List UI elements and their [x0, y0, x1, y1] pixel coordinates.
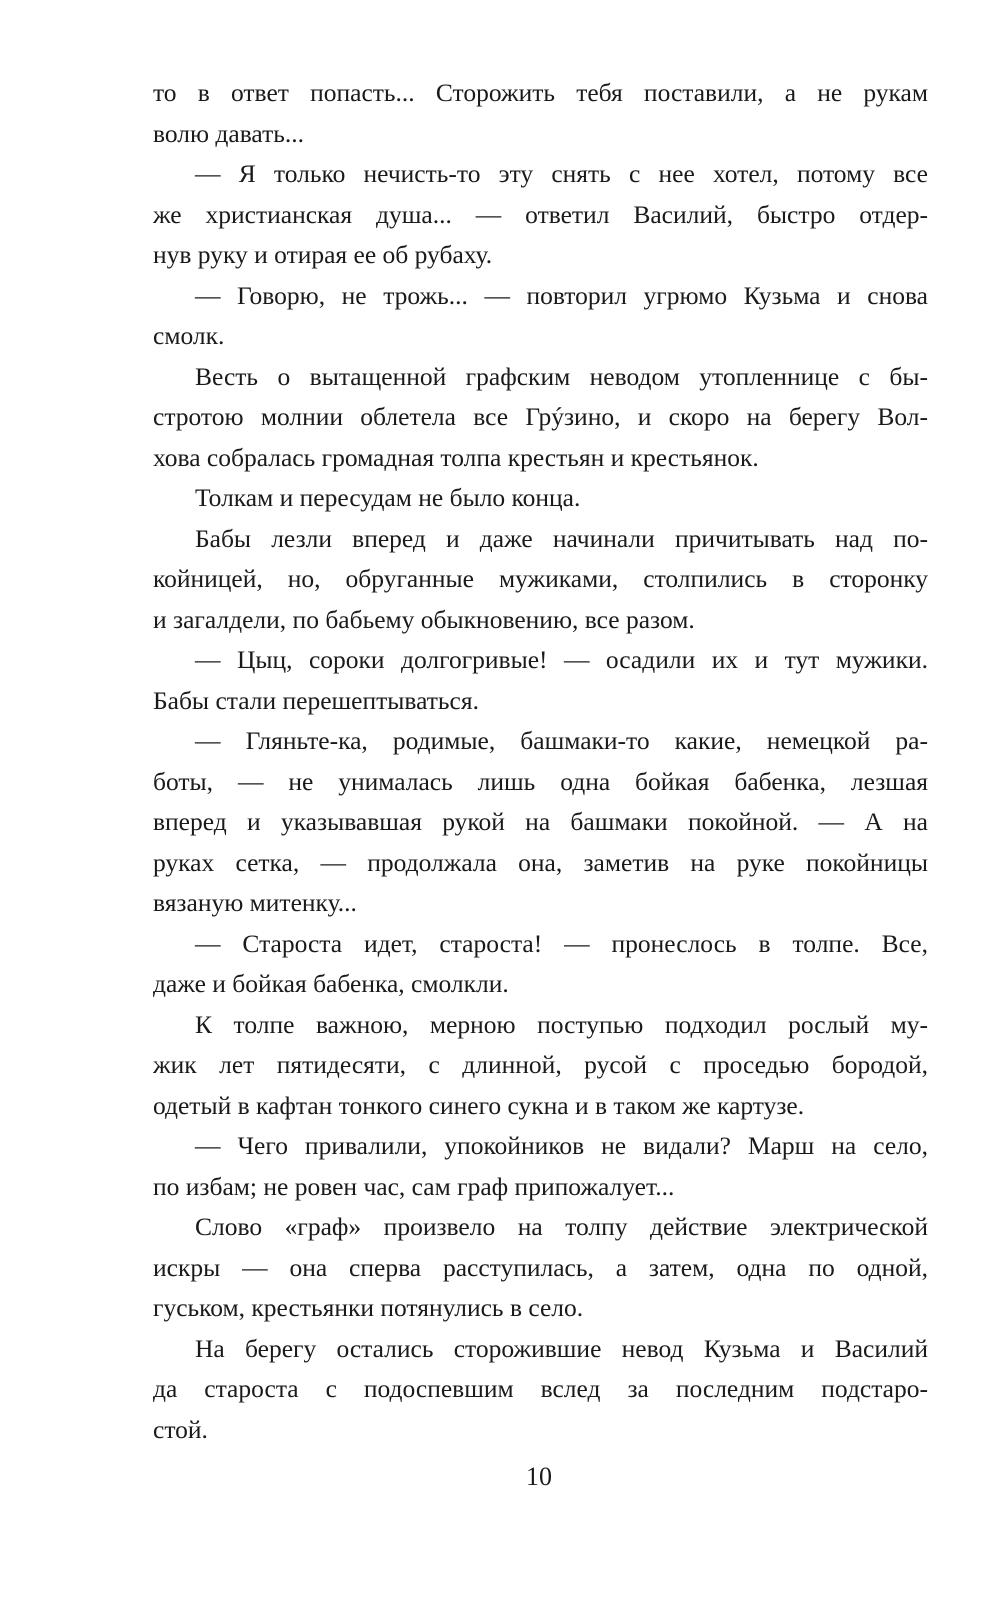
page-number: 10 [526, 1462, 552, 1491]
text-line: На берегу остались сторожившие невод Кузьма и Василий [195, 1333, 928, 1363]
text-line: же христианская душа... — ответил Василий, быстро отдер- [153, 199, 928, 229]
text-line: то в ответ попасть... Сторожить тебя поставили, а не рукам [153, 78, 928, 107]
text-line: Весть о вытащенной графским неводом утопленнице с бы- [195, 361, 928, 391]
text-line: по избам; не ровен час, сам граф припожалует... [153, 1171, 675, 1201]
text-line: даже и бойкая бабенка, смолкли. [153, 969, 509, 998]
text-line: Толкам и пересудам не было конца. [195, 483, 581, 512]
text-line: стой. [153, 1414, 208, 1444]
text-line: стротою молнии облетела все Грýзино, и скоро на берегу Вол- [153, 402, 928, 431]
text-line: нув руку и отирая ее об рубаху. [153, 240, 493, 269]
text-line: одетый в кафтан тонкого синего сукна и в таком же картузе. [153, 1090, 805, 1120]
text-line: искры — она сперва расступилась, а затем, одна по одной, [153, 1252, 928, 1282]
text-line: койницей, но, обруганные мужиками, столпились в сторонку [153, 564, 928, 593]
text-line: жик лет пятидесяти, с длинной, русой с проседью бородой, [153, 1050, 928, 1079]
text-line: смолк. [153, 321, 225, 350]
text-line: руках сетка, — продолжала она, заметив на руке покойницы [153, 847, 928, 877]
text-line: — Цыц, сороки долгогривые! — осадили их и тут мужики. [195, 645, 928, 674]
text-line: — Говорю, не трожь... — повторил угрюмо Кузьма и снова [195, 280, 928, 310]
text-line: К толпе важною, мерною поступью подходил рослый му- [195, 1009, 928, 1039]
text-line: да староста с подоспевшим вслед за последним подстаро- [153, 1374, 928, 1403]
text-line: Бабы лезли вперед и даже начинали причитывать над по- [195, 523, 928, 553]
text-line: вязаную митенку... [153, 888, 357, 917]
text-line: вперед и указывавшая рукой на башмаки покойной. — А на [153, 807, 928, 836]
text-line: — Я только нечисть-то эту снять с нее хотел, потому все [195, 159, 928, 188]
text-line: гуськом, крестьянки потянулись в село. [153, 1293, 584, 1322]
text-line: — Староста идет, староста! — пронеслось в толпе. Все, [195, 928, 928, 958]
text-line: — Гляньте-ка, родимые, башмаки-то какие, немецкой ра- [195, 726, 928, 755]
text-line: Слово «граф» произвело на толпу действие электрической [195, 1212, 928, 1241]
text-line: боты, — не унималась лишь одна бойкая бабенка, лезшая [153, 766, 928, 796]
text-line: — Чего привалили, упокойников не видали? Марш на село, [195, 1131, 928, 1160]
text-line: Бабы стали перешептываться. [153, 685, 479, 715]
page-body-text [153, 73, 928, 1450]
text-line: хова собралась громадная толпа крестьян и крестьянок. [153, 442, 759, 472]
text-line: и загалдели, по бабьему обыкновению, все разом. [153, 604, 695, 634]
text-line: волю давать... [153, 118, 304, 148]
